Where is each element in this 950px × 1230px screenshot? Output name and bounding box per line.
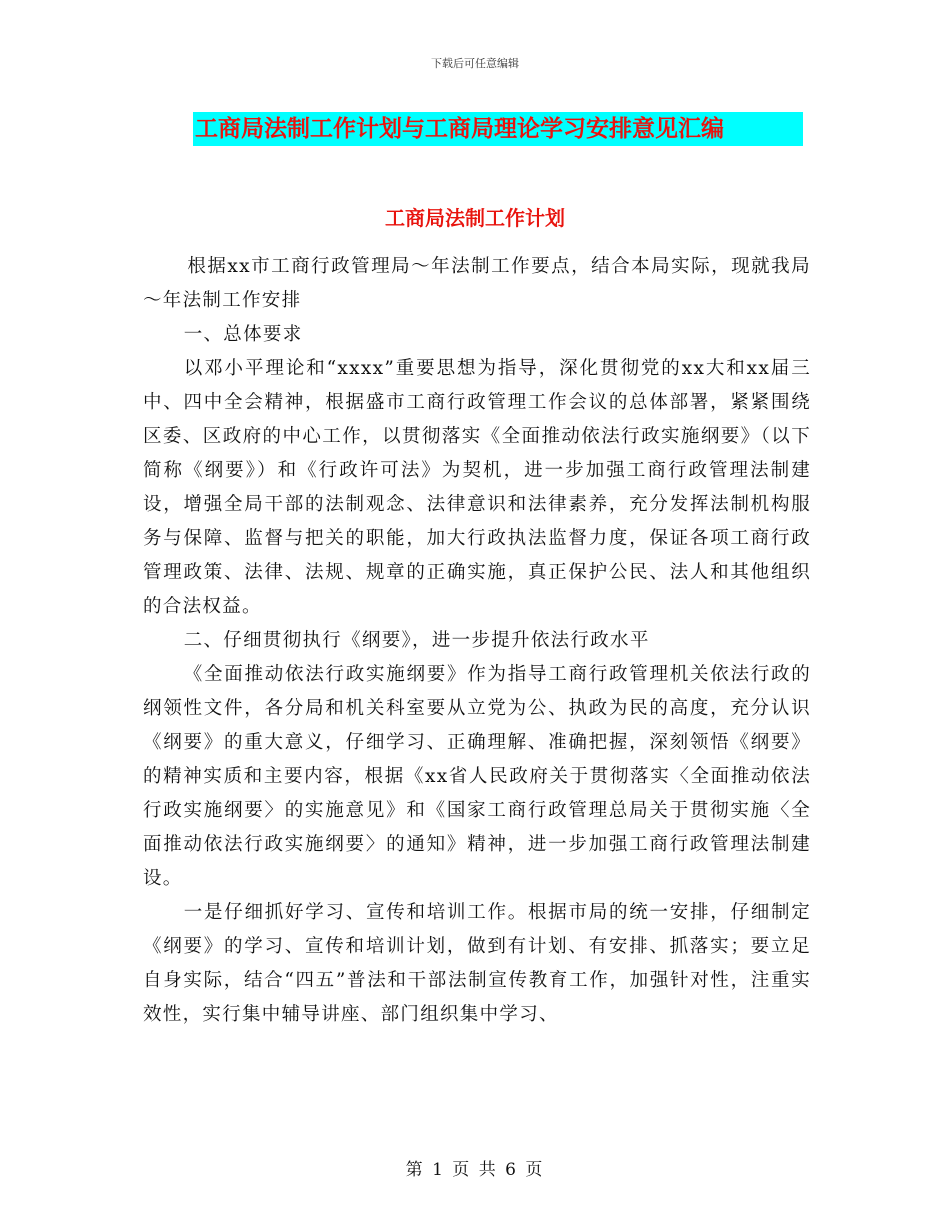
heading-implement-outline: 二、仔细贯彻执行《纲要》，进一步提升依法行政水平 (183, 630, 650, 651)
page-footer: 第 1 页 共 6 页 (405, 1160, 545, 1180)
header-note: 下载后可任意编辑 (431, 57, 519, 70)
paragraph-study-training: 一是仔细抓好学习、宣传和培训工作。根据市局的统一安排，仔细制定《纲要》的学习、宣传和培训计划，做到有计划、有安排、抓落实；要立足自身实际，结合“四五”普法和干部法制宣传教育工作，加强针对性，注重实效性，实行集中辅导讲座、部门组织集中学习、 (143, 902, 811, 1025)
section-title: 工商局法制工作计划 (385, 206, 565, 230)
paragraph-outline-significance: 《全面推动依法行政实施纲要》作为指导工商行政管理机关依法行政的纲领性文件，各分局和机关科室要从立党为公、执政为民的高度，充分认识《纲要》的重大意义，仔细学习、正确理解、准确把握，深刻领悟《纲要》的精神实质和主要内容，根据《xx省人民政府关于贯彻落实〈全面推动依法行政实施纲要〉的实施意见》和《国家工商行政管理总局关于贯彻实施〈全面推动依法行政实施纲要〉的通知》精神，进一步加强工商行政管理法制建设。 (143, 664, 811, 889)
main-title-container (193, 112, 803, 146)
paragraph-guiding-principles: 以邓小平理论和“xxxx”重要思想为指导，深化贯彻党的xx大和xx届三中、四中全会精神，根据盛市工商行政管理工作会议的总体部署，紧紧围绕区委、区政府的中心工作，以贯彻落实《全面推动依法行政实施纲要》（以下简称《纲要》）和《行政许可法》为契机，进一步加强工商行政管理法制建设，增强全局干部的法制观念、法律意识和法律素养，充分发挥法制机构服务与保障、监督与把关的职能，加大行政执法监督力度，保证各项工商行政管理政策、法律、法规、规章的正确实施，真正保护公民、法人和其他组织的合法权益。 (143, 358, 811, 617)
heading-general-requirements: 一、总体要求 (183, 324, 303, 345)
paragraph-intro: 根据xx市工商行政管理局～年法制工作要点，结合本局实际，现就我局～年法制工作安排 (143, 256, 811, 311)
main-title: 工商局法制工作计划与工商局理论学习安排意见汇编 (193, 112, 803, 146)
document-body (143, 250, 811, 1032)
